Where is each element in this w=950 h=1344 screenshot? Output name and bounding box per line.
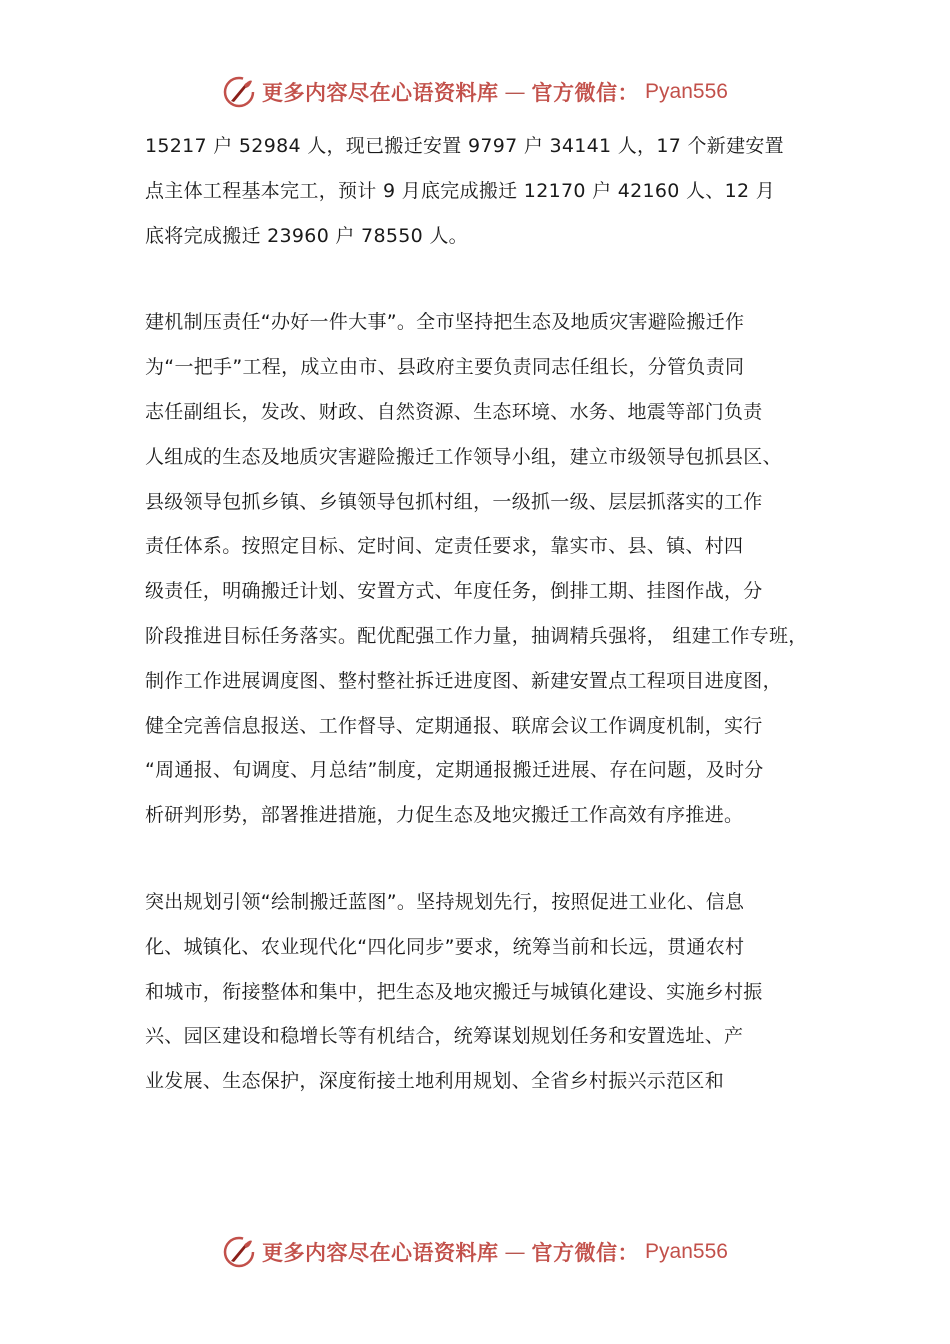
- header-watermark: [0, 72, 950, 112]
- text-line: 点主体工程基本完工，预计 9 月底完成搬迁 12170 户 42160 人、12 月: [145, 179, 776, 202]
- text-line: 化、城镇化、农业现代化“四化同步”要求，统筹当前和长远，贯通农村: [145, 935, 745, 958]
- quill-logo-icon: [222, 1235, 256, 1269]
- text-line: 制作工作进展调度图、整村整社拆迁进度图、新建安置点工程项目进度图，: [145, 669, 782, 692]
- text-line: 15217 户 52984 人，现已搬迁安置 9797 户 34141 人，17 个新建安置: [145, 135, 784, 157]
- watermark-separator: —: [504, 80, 526, 104]
- text-line: 责任体系。按照定目标、定时间、定责任要求，靠实市、县、镇、村四: [145, 535, 744, 558]
- watermark-main-text: 更多内容尽在心语资料库: [262, 80, 499, 105]
- watermark-handle: Pyan556: [645, 80, 728, 103]
- text-line: 和城市，衔接整体和集中，把生态及地灾搬迁与城镇化建设、实施乡村振: [145, 980, 763, 1003]
- paragraph-gap: [145, 838, 835, 880]
- text-line: 业发展、生态保护，深度衔接土地利用规划、全省乡村振兴示范区和: [145, 1070, 725, 1093]
- text-line: 突出规划引领“绘制搬迁蓝图”。坚持规划先行，按照促进工业化、信息: [145, 890, 745, 913]
- footer-watermark: [0, 1232, 950, 1272]
- text-line: 健全完善信息报送、工作督导、定期通报、联席会议工作调度机制，实行: [145, 714, 763, 737]
- text-line: 阶段推进目标任务落实。配优配强工作力量，抽调精兵强将， 组建工作专班，: [145, 624, 808, 647]
- text-line: 建机制压责任“办好一件大事”。全市坚持把生态及地质灾害避险搬迁作: [145, 311, 745, 334]
- watermark-label: 官方微信：: [531, 80, 640, 105]
- paragraph-gap: [145, 258, 835, 300]
- text-line: 析研判形势，部署推进措施，力促生态及地灾搬迁工作高效有序推进。: [145, 804, 744, 827]
- watermark-main-text: 更多内容尽在心语资料库: [262, 1240, 499, 1265]
- watermark-label: 官方微信：: [531, 1240, 640, 1265]
- paragraph-3: [145, 880, 835, 1104]
- text-line: 志任副组长，发改、财政、自然资源、生态环境、水务、地震等部门负责: [145, 400, 763, 423]
- quill-logo-icon: [222, 75, 256, 109]
- paragraph-1: [145, 124, 835, 258]
- text-line: 级责任，明确搬迁计划、安置方式、年度任务，倒排工期、挂图作战，分: [145, 580, 763, 603]
- watermark-handle: Pyan556: [645, 1240, 728, 1263]
- text-line: “周通报、旬调度、月总结”制度，定期通报搬迁进展、存在问题，及时分: [145, 759, 764, 782]
- text-line: 兴、园区建设和稳增长等有机结合，统筹谋划规划任务和安置选址、产: [145, 1025, 744, 1048]
- text-line: 县级领导包抓乡镇、乡镇领导包抓村组，一级抓一级、层层抓落实的工作: [145, 490, 763, 513]
- paragraph-2: [145, 300, 835, 838]
- text-line: 底将完成搬迁 23960 户 78550 人。: [145, 224, 468, 247]
- text-line: 人组成的生态及地质灾害避险搬迁工作领导小组，建立市级领导包抓县区、: [145, 445, 782, 468]
- text-line: 为“一把手”工程，成立由市、县政府主要负责同志任组长，分管负责同: [145, 356, 745, 379]
- document-body: [145, 124, 835, 1104]
- watermark-separator: —: [504, 1240, 526, 1264]
